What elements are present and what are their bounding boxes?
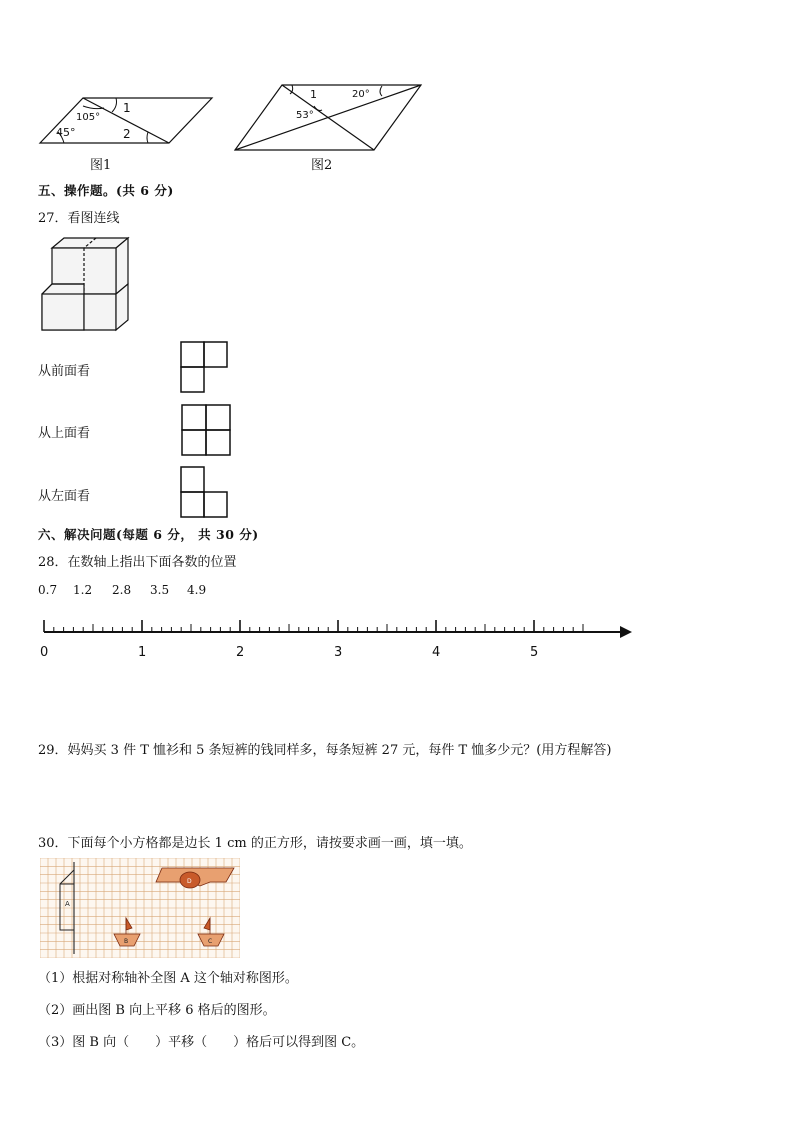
shape-a-label: A [65,900,70,908]
number-line[interactable] [36,614,636,664]
q27-title: 27．看图连线 [38,211,120,226]
figure-2 [232,82,424,154]
shape-d-label: D [187,878,192,885]
q28-number-4: 4.9 [187,583,207,597]
view-front-label: 从前面看 [38,364,91,379]
q28-title: 28．在数轴上指出下面各数的位置 [38,555,237,570]
fig1-angle-105: 105° [76,112,101,123]
q29-text: 29．妈妈买 3 件 T 恤衫和 5 条短裤的钱同样多，每条短裤 27 元，每件 T 恤多少元？(用方程解答) [38,743,612,758]
section6-heading: 六、解决问题(每题 6 分， 共 30 分) [38,527,259,542]
q28-number-1: 1.2 [73,583,93,597]
view-left-shape[interactable] [180,466,230,518]
q30-sub-3: （3）图 B 向（ ）平移（ ）格后可以得到图 C。 [38,1035,365,1050]
fig2-angle-1: 1 [310,88,317,101]
fig1-angle-2: 2 [123,127,131,141]
q28-number-0: 0.7 [38,583,58,597]
q28-number-2: 2.8 [112,583,132,597]
cube-solid [38,234,132,332]
q30-sub-2: （2）画出图 B 向上平移 6 格后的图形。 [38,1003,276,1018]
view-top-label: 从上面看 [38,426,91,441]
number-line-label: 4 [432,645,441,660]
q28-number-3: 3.5 [150,583,170,597]
fig1-angle-1: 1 [123,101,131,115]
fig1-caption: 图1 [90,158,112,173]
shape-b-label: B [124,938,129,945]
fig2-angle-53: 53° [296,110,314,121]
view-top-shape[interactable] [180,403,232,457]
view-left-label: 从左面看 [38,489,91,504]
number-line-label: 2 [236,645,245,660]
grid-figure[interactable] [40,858,240,958]
view-front-shape[interactable] [180,341,230,393]
fig2-angle-20: 20° [352,89,370,100]
section5-heading: 五、操作题。(共 6 分) [38,183,174,198]
fig2-caption: 图2 [311,158,333,173]
number-line-label: 5 [530,645,539,660]
fig1-angle-45: 45° [56,126,76,139]
shape-c-label: C [208,938,213,945]
number-line-label: 3 [334,645,343,660]
q30-sub-1: （1）根据对称轴补全图 A 这个轴对称图形。 [38,971,298,986]
number-line-label: 1 [138,645,147,660]
number-line-label: 0 [40,645,49,660]
figure-1 [36,92,216,152]
q30-title: 30．下面每个小方格都是边长 1 cm 的正方形，请按要求画一画，填一填。 [38,836,472,851]
